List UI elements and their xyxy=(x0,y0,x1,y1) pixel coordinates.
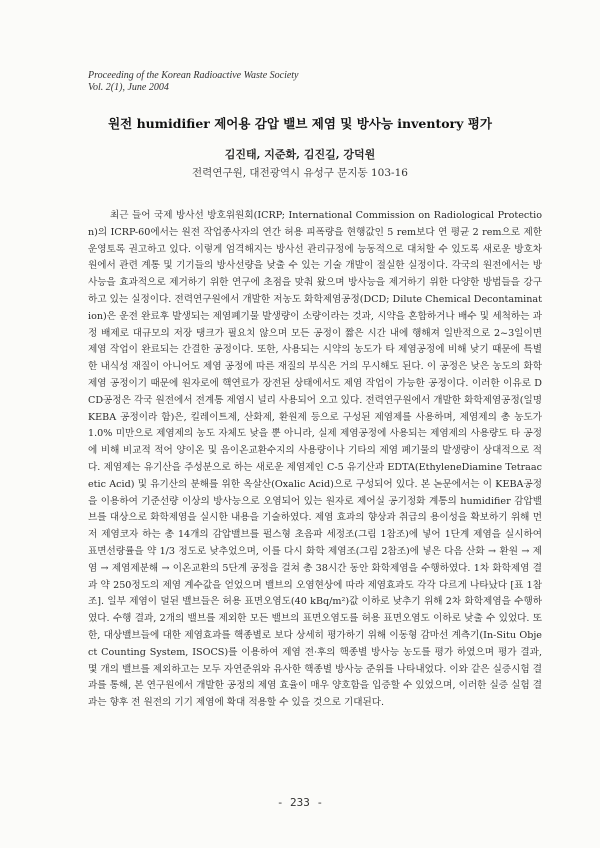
journal-header xyxy=(88,70,299,94)
journal-name: Proceeding of the Korean Radioactive Waste Society xyxy=(88,70,299,81)
paper-title: 원전 humidifier 제어용 감압 밸브 제염 및 방사능 inventory 평가 xyxy=(108,116,492,131)
page-number: - 233 - xyxy=(276,796,324,809)
journal-volume: Vol. 2(1), June 2004 xyxy=(88,82,169,93)
paper-affiliation: 전력연구원, 대전광역시 유성구 문지동 103-16 xyxy=(192,167,408,179)
paper-authors: 김진태, 지준화, 김진길, 강덕원 xyxy=(224,148,376,161)
abstract-body: 최근 들어 국제 방사선 방호위원회(ICRP; International Commission on Radiological Protection)의 ICRP-60에서는 원전 작업종사자의 연간 허용 피폭량을 현행값인 5 rem보다 연 평균 2 rem으로 제한 운영토록 권고하고 있다. 이렇게 엄격해지는 방사선 관리규정에 능동적으로 대처할 수 있도록 새로운 방호차원에서 관련 계통 및 기기들의 방사선량을 낮출 수 있는 기술 개발이 절실한 실정이다. 각국의 원전에서는 방사능을 효과적으로 제거하기 위한 연구에 초점을 맞춰 왔으며 방사능을 제거하기 위한 다양한 방법들을 강구하고 있는 실정이다. 전력연구원에서 개발한 저농도 화학제염공정(DCD; Dilute Chemical Decontamination)은 운전 완료후 발생되는 제염폐기물 발생량이 소량이라는 것과, 시약을 혼합하거나 배수 및 세척하는 과정 배제로 대규모의 저장 탱크가 필요치 않으며 모든 공정이 짧은 시간 내에 행해져 일반적으로 2~3일이면 제염 작업이 완료되는 간결한 공정이다. 또한, 사용되는 시약의 농도가 타 제염공정에 비해 낮기 때문에 특별한 내식성 재질이 아니어도 제염 공정에 따른 재질의 부식은 거의 무시해도 된다. 이 공정은 낮은 농도의 화학제염 공정이기 때문에 원자로에 핵연료가 장전된 상태에서도 제염 작업이 가능한 공정이다. 이러한 이유로 DCD공정은 각국 원전에서 전계통 제염시 널리 사용되어 오고 있다. 전력연구원에서 개발한 화학제염공정(일명 KEBA 공정이라 함)은, 킬레이트제, 산화제, 환원제 등으로 구성된 제염제를 사용하며, 제염제의 총 농도가 1.0% 미만으로 제염제의 농도 자체도 낮을 뿐 아니라, 실제 제염공정에 사용되는 제염제의 사용량도 타 공정에 비해 비교적 적어 양이온 및 음이온교환수지의 사용량이나 기타의 제염 폐기물의 발생량이 상대적으로 적다. 제염제는 유기산을 주성분으로 하는 새로운 제염제인 C-5 유기산과 EDTA(EthyleneDiamine Tetraacetic Acid) 및 유기산의 분해를 위한 옥살산(Oxalic Acid)으로 구성되어 있다. 본 논문에서는 이 KEBA공정을 이용하여 기준선량 이상의 방사능으로 오염되어 있는 원자로 제어실 공기정화 계통의 humidifier 감압밸브를 대상으로 화학제염을 실시한 내용을 기술하였다. 제염 효과의 향상과 취급의 용이성을 확보하기 위해 먼저 제염코자 하는 총 14개의 감압밸브를 펄스형 초음파 세정조(그림 1참조)에 넣어 1단계 제염을 실시하여 표면선량률을 약 1/3 정도로 낮추었으며, 이를 다시 화학 제염조(그림 2참조)에 넣은 다음 산화 → 환원 → 제염 → 제염제분해 → 이온교환의 5단계 공정을 걸쳐 총 38시간 동안 화학제염을 수행하였다. 1차 화학제염 결과 약 250정도의 제염 계수값을 얻었으며 밸브의 오염현상에 따라 제염효과도 각각 다르게 나타났다 [표 1참조]. 일부 제염이 덜된 밸브들은 허용 표면오염도(40 kBq/m²)값 이하로 낮추기 위해 2차 화학제염을 수행하였다. 수행 결과, 2개의 밸브를 제외한 모든 밸브의 표면오염도를 허용 표면오염도 이하로 낮출 수 있었다. 또한, 대상밸브들에 대한 제염효과를 핵종별로 보다 상세히 평가하기 위해 이동형 감마선 계측기(In-Situ Object Counting System, ISOCS)를 이용하여 제염 전·후의 핵종별 방사능 농도를 평가 하였으며 평가 결과, 몇 개의 밸브를 제외하고는 모두 자연준위와 유사한 핵종별 방사능 준위를 나타내었다. 이와 같은 실증시험 결과를 통해, 본 연구원에서 개발한 공정의 제염 효율이 매우 양호함을 입증할 수 있었으며, 이러한 실증 실험 결과는 향후 전 원전의 기기 제염에 확대 적용할 수 있을 것으로 기대된다. xyxy=(88,210,542,709)
